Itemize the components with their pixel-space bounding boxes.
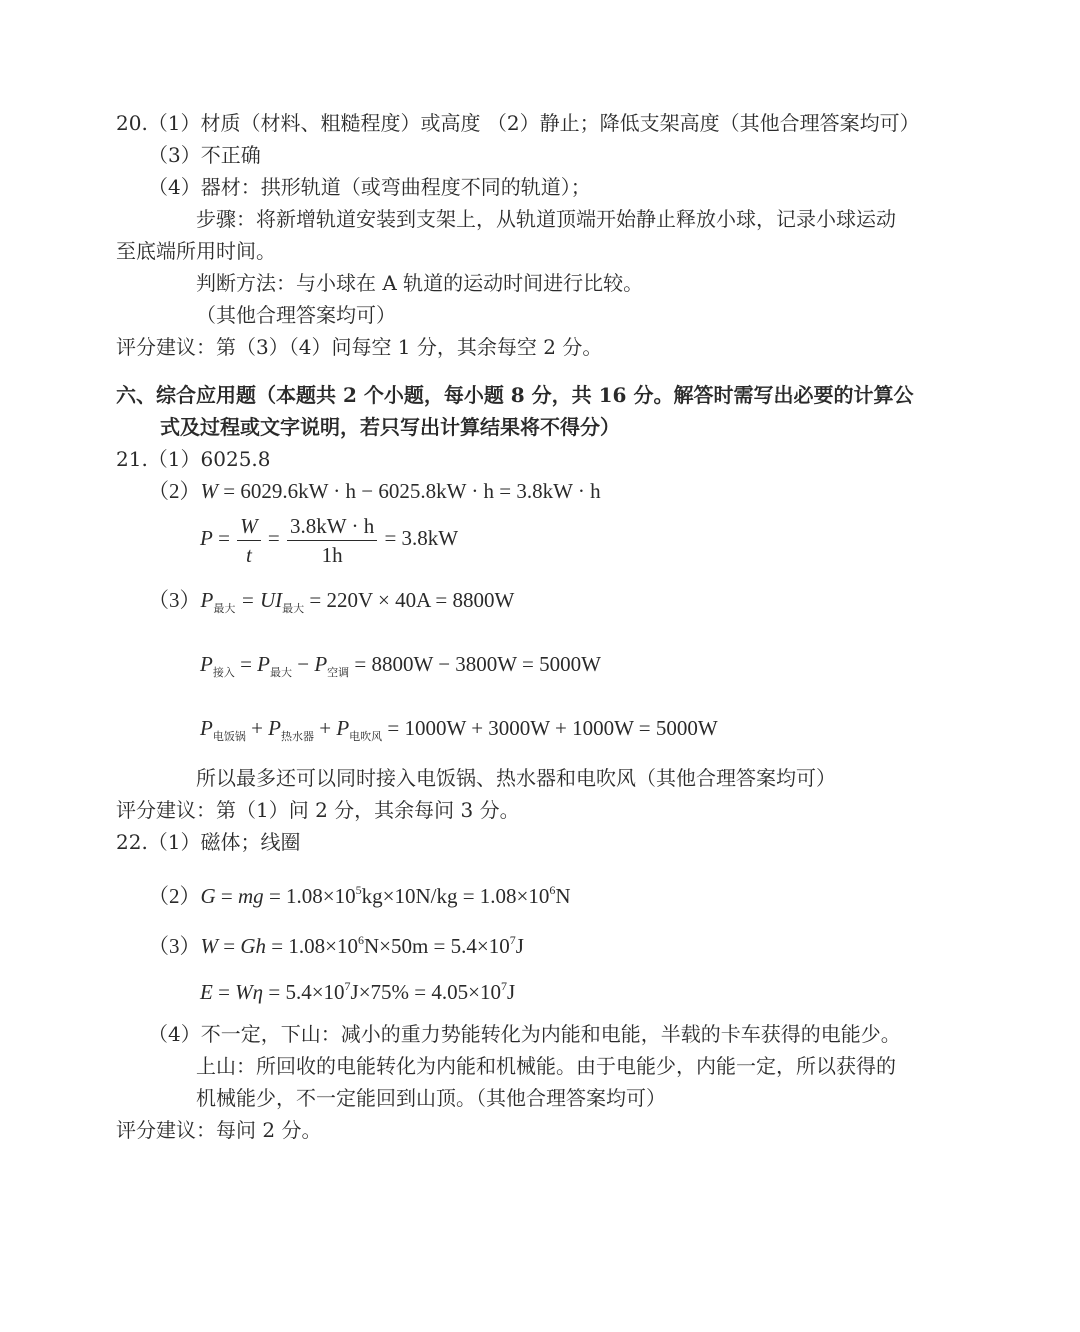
q21-score: 评分建议：第（1）问 2 分，其余每问 3 分。 (116, 798, 520, 822)
q20-line-3: （4）器材：拱形轨道（或弯曲程度不同的轨道）； (148, 175, 591, 199)
q22-part3-work: $(3)W = Gh = 1.08\times 10^6N\times 50m = 5.4\times 10^7J$ (148, 933, 524, 958)
section-6-title-line-2: 式及过程或文字说明，若只写出计算结果将不得分） (160, 415, 620, 439)
q20-score: 评分建议：第（3）（4）问每空 1 分，其余每空 2 分。 (116, 335, 603, 359)
q21-part3-label: （3） (148, 588, 201, 612)
q22-exp-5: 5 (355, 883, 362, 897)
q21-pheater-subscript: 热水器 (281, 730, 314, 743)
q21-work-equation: = 6029.6kW · h − 6025.8kW · h = 3.8kW · h (218, 479, 601, 503)
q20-line-4: 步骤：将新增轨道安装到支架上，从轨道顶端开始静止释放小球，记录小球运动 (196, 207, 896, 231)
q22-gravity-unit: N (555, 884, 571, 908)
q21-pac-subscript: 空调 (327, 666, 350, 679)
q22-work-a: 1.08×10 (288, 934, 358, 958)
q21-pmax-equation: = 220V × 40A = 8800W (304, 588, 515, 612)
q21-pmax-symbol: P (200, 588, 214, 612)
q20-line-7: （其他合理答案均可） (196, 303, 396, 327)
q21-part2-formula (148, 477, 601, 505)
q21-part3-connected-power: $P_{接入} = P_{最大} - P_{空调} = 8800W - 3800W = 5000W$ (200, 652, 601, 679)
q21-work-symbol: W (200, 479, 218, 503)
q21-pin-subscript: 接入 (212, 666, 235, 679)
q21-fraction-2-denominator: 1h (321, 542, 343, 567)
q22-energy-a: 5.4×10 (285, 980, 345, 1004)
q22-energy-unit: J (506, 980, 516, 1004)
q21-power-symbol: P (200, 526, 213, 550)
q22-energy-b: J×75% = 4.05×10 (350, 980, 501, 1004)
q21-pmax-subscript: 最大 (213, 602, 236, 615)
q22-w-symbol: W (200, 934, 218, 958)
q22-part2-label: （2） (148, 884, 201, 908)
q22-exp-6: 6 (549, 883, 556, 897)
q21-pin-symbol: P (200, 652, 213, 676)
q22-part4-line-1: （4）不一定，下山：减小的重力势能转化为内能和电能，半载的卡车获得的电能少。 (148, 1022, 901, 1046)
q21-pcooker-subscript: 电饭锅 (212, 730, 246, 743)
q20-line-2: （3）不正确 (148, 143, 261, 167)
section-6-title-line-1: 六、综合应用题（本题共 2 个小题，每小题 8 分，共 16 分。解答时需写出必要的计算公 (116, 383, 914, 407)
q21-power-result: = 3.8kW (379, 526, 459, 550)
q22-energy-exp-7a: 7 (344, 979, 351, 993)
q22-mg-symbol: mg (238, 884, 264, 908)
q22-energy-exp-7b: 7 (500, 979, 507, 993)
q22-work-unit: J (515, 934, 524, 958)
q22-part2-gravity: （2）G = mg = $1.08\times 10^5kg\times 10N/kg = 1.08\times 10^6N$ (148, 883, 571, 908)
q22-mass-value: 1.08×10 (286, 884, 356, 908)
q22-g-symbol: G (200, 884, 216, 908)
q21-conclusion: 所以最多还可以同时接入电饭锅、热水器和电吹风（其他合理答案均可） (196, 766, 836, 790)
q21-line-1: 21.（1）6025.8 (116, 447, 271, 471)
q21-part3-appliance-sum: $P_{电饭锅} + P_{热水器} + P_{电吹风} = 1000W + 3000W + 1000W = 5000W$ (200, 716, 718, 743)
q21-fraction-1-denominator: t (246, 542, 252, 567)
q21-pmax-subscript-2: 最大 (270, 666, 292, 679)
q22-part4-line-2: 上山：所回收的电能转化为内能和机械能。由于电能少，内能一定，所以获得的 (196, 1054, 896, 1078)
q21-pac-symbol: P (314, 652, 328, 676)
q21-pdryer-symbol: P (336, 716, 350, 740)
q21-fraction-values (287, 512, 377, 569)
q22-work-exp-6: 6 (357, 933, 364, 947)
q22-part3-label: （3） (148, 934, 201, 958)
q21-pin-equation: = 8800W − 3800W = 5000W (349, 652, 601, 676)
q22-score: 评分建议：每问 2 分。 (116, 1118, 322, 1142)
q22-part4-line-3: 机械能少，不一定能回到山顶。（其他合理答案均可） (196, 1086, 666, 1110)
q21-pheater-symbol: P (268, 716, 281, 740)
q21-pcooker-symbol: P (200, 716, 213, 740)
q20-line-6: 判断方法：与小球在 A 轨道的运动时间进行比较。 (196, 271, 644, 295)
q22-weta-symbol: Wη (235, 980, 264, 1004)
q21-fraction-w-over-t (237, 512, 261, 569)
q20-line-1: 20.（1）材质（材料、粗糙程度）或高度 （2）静止；降低支架高度（其他合理答案均可） (116, 111, 920, 135)
q21-imax-subscript: 最大 (282, 602, 305, 615)
q21-pmax-symbol-2: P (257, 652, 270, 676)
q21-power-eq-sign-2: = (262, 526, 286, 550)
q21-part2-label: （2） (148, 479, 201, 503)
q22-work-b: N×50m = 5.4×10 (363, 934, 510, 958)
q22-part3-energy: $E = W\eta = 5.4\times 10^7J\times 75\% = 4.05\times 10^7J$ (200, 979, 516, 1004)
q22-e-symbol: E (200, 980, 213, 1004)
q20-line-5: 至底端所用时间。 (116, 239, 276, 263)
q21-pdryer-subscript: 电吹风 (349, 730, 383, 743)
q21-appliance-equation: = 1000W + 3000W + 1000W = 5000W (382, 716, 718, 740)
q21-fraction-2-numerator: 3.8kW · h (287, 512, 377, 541)
q22-gh-symbol: Gh (240, 934, 267, 958)
q22-work-exp-7: 7 (509, 933, 516, 947)
q22-line-1: 22.（1）磁体；线圈 (116, 830, 301, 854)
q21-part3-max-power (148, 586, 514, 623)
q22-gravity-mid: kg×10N/kg = 1.08×10 (361, 884, 550, 908)
q21-ui-product: = UI (235, 588, 283, 612)
q21-power-eq-sign: = (212, 526, 236, 550)
q21-power-formula (200, 510, 458, 569)
q21-fraction-1-numerator: W (237, 512, 261, 541)
